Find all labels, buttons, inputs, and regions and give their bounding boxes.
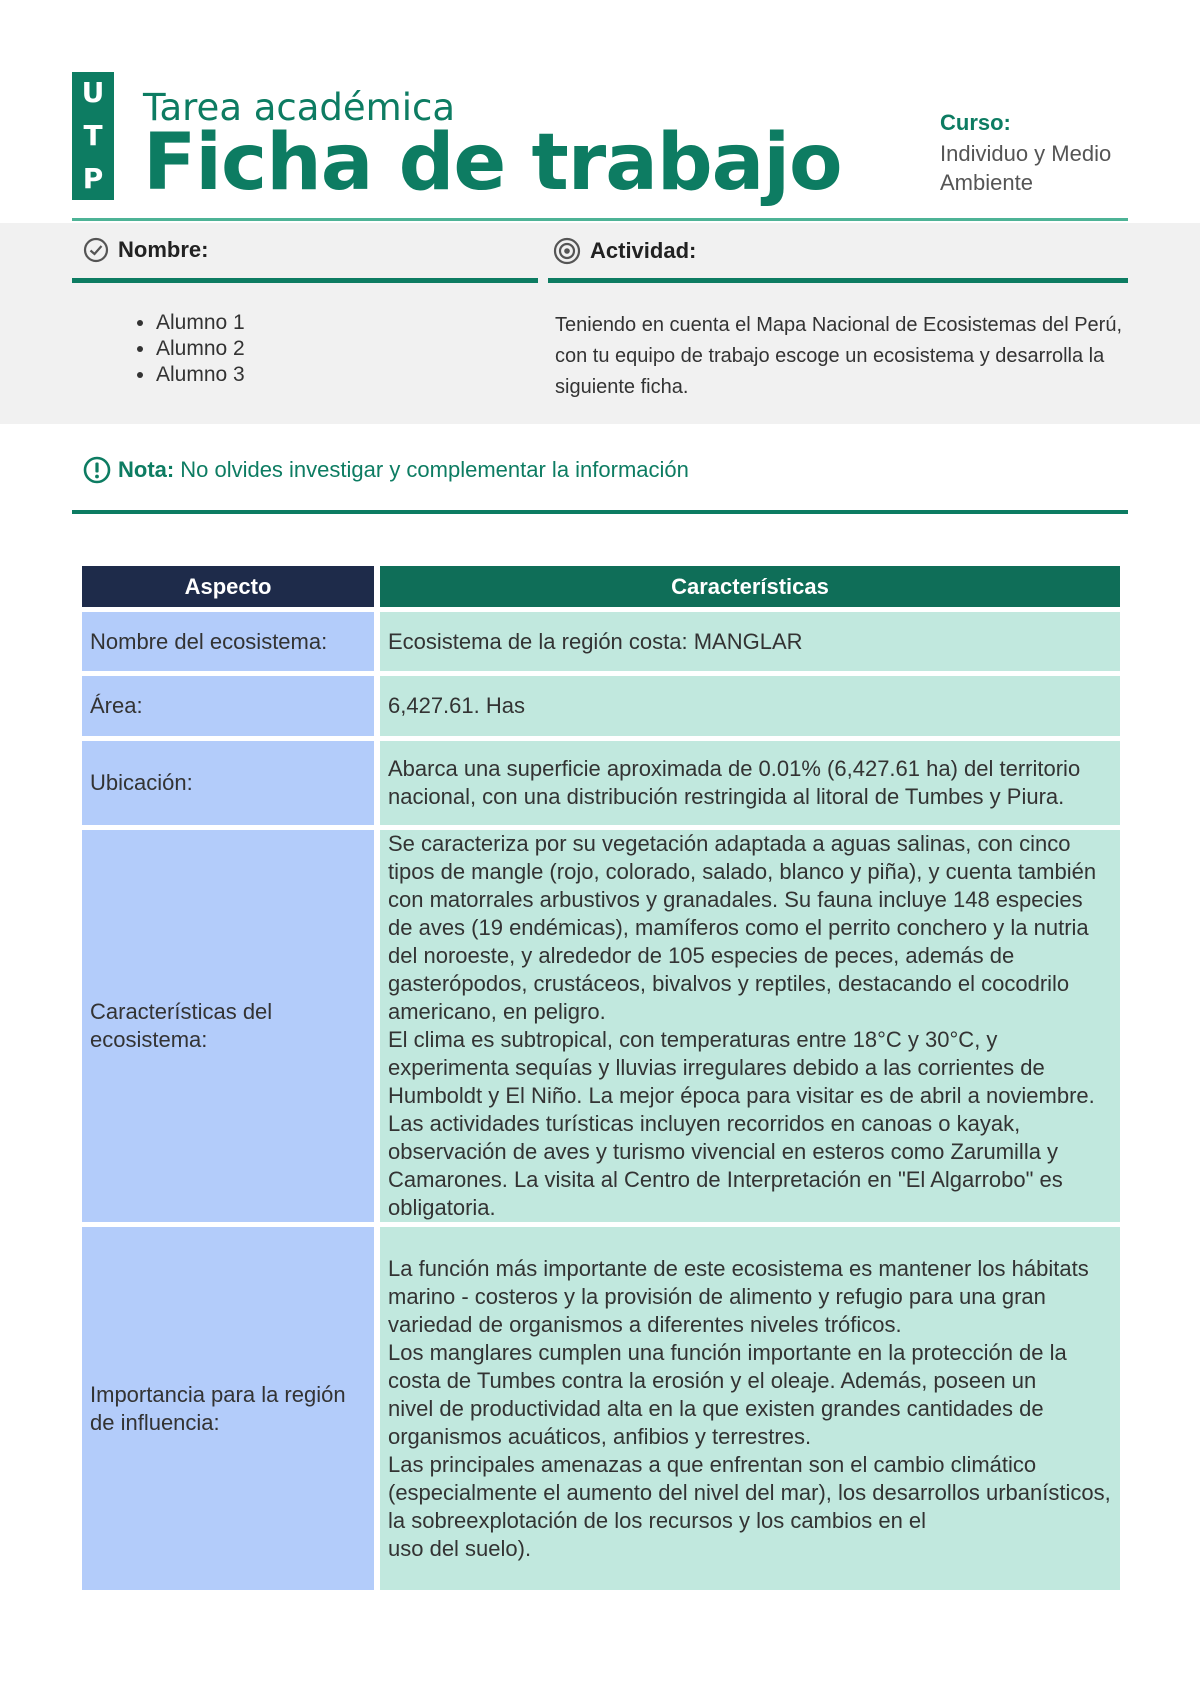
actividad-label: Actividad: [590,238,697,263]
nombre-label: Nombre: [118,237,209,262]
value-cell: La función más importante de este ecosistema es mantener los hábitats marino - costeros y la provisión de alimento y refugio para una gran variedad de organismos a diferentes niveles tróficos. Los manglares cumplen una función importante en la protección de la costa de Tumbes contra la erosión y el oleaje. Además, poseen un nivel de productividad alta en la que existen grandes cantidades de organismos acuáticos, anfibios y terrestres. Las principales amenazas a que enfrentan son el cambio climático (especialmente el aumento del nivel del mar), los desarrollos urbanísticos, la sobreexplotación de los recursos y los cambios en el uso del suelo). [380,1227,1120,1590]
value-cell: Abarca una superficie aproximada de 0.01% (6,427.61 ha) del territorio nacional, con una distribución restringida al litoral de Tumbes y Piura. [380,741,1120,825]
ecosystem-table [76,561,1126,1595]
note-line [82,455,689,485]
list-item: • Alumno 3 [156,362,245,388]
list-item: • Alumno 2 [156,336,245,362]
logo-letter-u: U [81,76,105,110]
table-row [82,612,1120,671]
check-circle-icon [82,236,110,264]
value-cell: 6,427.61. Has [380,676,1120,736]
aspect-cell: Importancia para la región de influencia: [82,1227,374,1590]
nombre-heading [82,236,208,264]
aspect-cell: Nombre del ecosistema: [82,612,374,671]
logo-letter-t: T [83,118,103,152]
header-aspecto: Aspecto [82,566,374,607]
actividad-heading [552,236,696,266]
logo-letter-p: P [82,161,104,195]
table-header-row [82,566,1120,607]
table-row [82,830,1120,1222]
value-cell: Se caracteriza por su vegetación adaptada a aguas salinas, con cinco tipos de mangle (rojo, colorado, salado, blanco y piña), y cuenta también con matorrales arbustivos y granadales. Su fauna incluye 148 especies de aves (19 endémicas), mamíferos como el perrito conchero y la nutria del noroeste, y alrededor de 105 especies de peces, además de gasterópodos, crustáceos, bivalvos y reptiles, destacando el cocodrilo americano, en peligro. El clima es subtropical, con temperaturas entre 18°C y 30°C, y experimenta sequías y lluvias irregulares debido a las corrientes de Humboldt y El Niño. La mejor época para visitar es de abril a noviembre. Las actividades turísticas incluyen recorridos en canoas o kayak, observación de aves y turismo vivencial en esteros como Zarumilla y Camarones. La visita al Centro de Interpretación en "El Algarrobo" es obligatoria. [380,830,1120,1222]
note-label: Nota: [118,457,175,482]
table-row [82,1227,1120,1590]
course-value: Individuo y Medio Ambiente [940,141,1112,195]
nombre-rule [72,278,538,283]
note-divider [72,510,1128,514]
target-icon [552,236,582,266]
note-text: No olvides investigar y complementar la información [180,457,689,482]
aspect-cell: Características del ecosistema: [82,830,374,1222]
value-cell: Ecosistema de la región costa: MANGLAR [380,612,1120,671]
page-subtitle: Tarea académica [143,86,456,129]
list-item: • Alumno 1 [156,310,245,336]
aspect-cell: Área: [82,676,374,736]
page-title: Ficha de trabajo [143,118,842,208]
table-row [82,676,1120,736]
header-divider [72,218,1128,221]
aspect-cell: Ubicación: [82,741,374,825]
actividad-rule [548,278,1128,283]
student-list [120,310,245,388]
course-label: Curso: [940,110,1011,135]
header-caracteristicas: Características [380,566,1120,607]
exclamation-circle-icon [82,455,112,485]
utp-logo [72,72,114,200]
activity-text: Teniendo en cuenta el Mapa Nacional de Ecosistemas del Perú, con tu equipo de trabajo escoge un ecosistema y desarrolla la siguiente ficha. [555,314,1123,398]
table-row [82,741,1120,825]
